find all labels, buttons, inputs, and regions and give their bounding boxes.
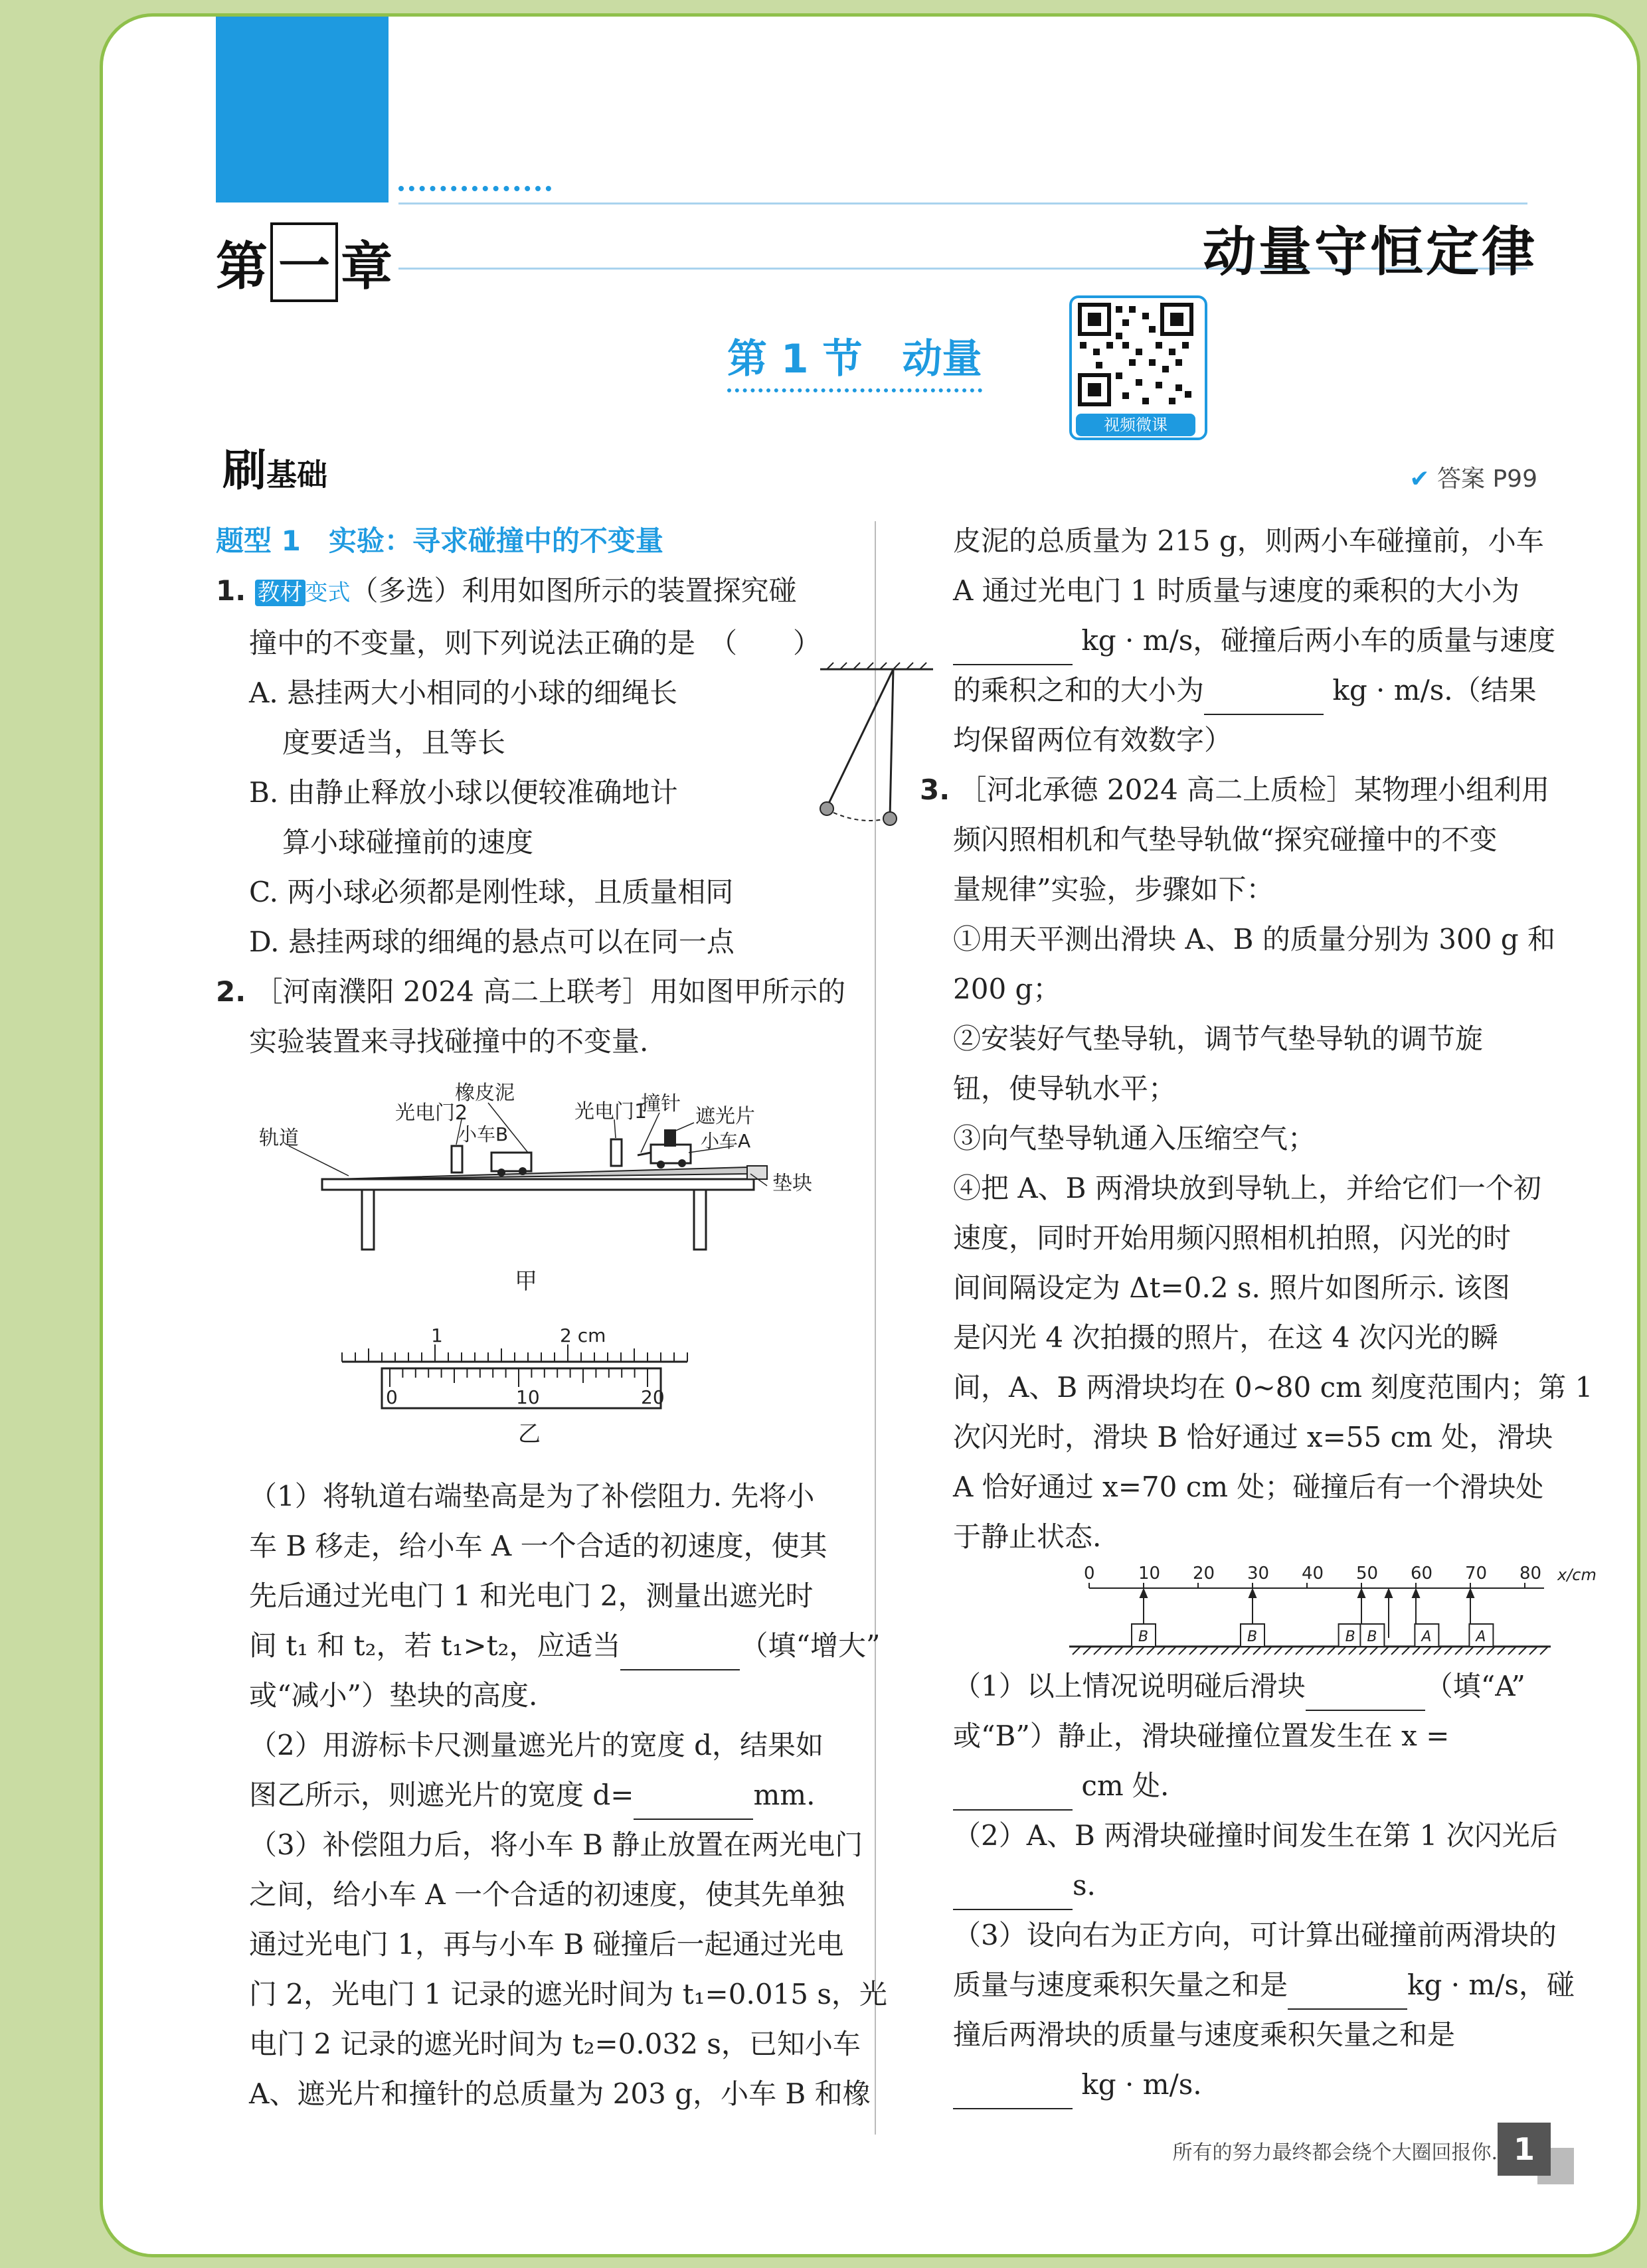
label-gate2: 光电门2 (395, 1101, 468, 1125)
ground-hatch (1274, 1647, 1282, 1655)
part-3-text: 之间，给小车 A 一个合适的初速度，使其先单独 (249, 1878, 845, 1911)
ground-hatch (1253, 1647, 1261, 1655)
label-track: 轨道 (259, 1127, 299, 1150)
tag-textbook: 教材 (255, 580, 305, 606)
part-3-text: 门 2，光电门 1 记录的遮光时间为 t₁=0.015 s，光 (249, 1978, 887, 2010)
axis-tick-label: 80 (1519, 1564, 1542, 1583)
decorative-dots (398, 186, 551, 191)
step-text: 是闪光 4 次拍摄的照片，在这 4 次闪光的瞬 (953, 1321, 1498, 1354)
slider-label: B (1367, 1629, 1377, 1645)
ground-hatch (1466, 1647, 1474, 1655)
qr-code-icon (1072, 298, 1199, 411)
arrow-head (1249, 1589, 1256, 1597)
part-1-text: 或“B”）静止，滑块碰撞位置发生在 x = (953, 1720, 1450, 1752)
question-text: 撞中的不变量，则下列说法正确的是 （ ） (249, 627, 822, 659)
part-2-text: （2）A、B 两滑块碰撞时间发生在第 1 次闪光后 (953, 1819, 1558, 1852)
ground-hatch (1296, 1647, 1304, 1655)
question-number: 2. (216, 975, 246, 1008)
option-b-cont: 算小球碰撞前的速度 (282, 826, 534, 858)
ground-hatch (1136, 1647, 1144, 1655)
badge-big: 刷 (222, 445, 266, 496)
continued-text: 均保留两位有效数字） (953, 724, 1233, 756)
ground-hatch (1168, 1647, 1176, 1655)
question-1 (216, 566, 946, 967)
ruler-label: 20 (641, 1386, 665, 1408)
ground-hatch (1200, 1647, 1208, 1655)
part-1-text: （填“A” (1425, 1670, 1525, 1702)
ground-hatch (1508, 1647, 1516, 1655)
answer-blank[interactable] (1288, 1982, 1407, 2010)
ground-hatch (1211, 1647, 1219, 1655)
part-2-text: mm. (753, 1779, 816, 1811)
part-3-text: A、遮光片和撞针的总质量为 203 g，小车 B 和橡 (249, 2077, 871, 2110)
step-text: 于静止状态. (953, 1520, 1102, 1553)
ground-hatch (1402, 1647, 1410, 1655)
chapter-title: 动量守恒定律 (1203, 221, 1537, 283)
ground-hatch (1115, 1647, 1123, 1655)
step-text: 间，A、B 两滑块均在 0~80 cm 刻度范围内；第 1 (953, 1371, 1593, 1404)
ground-hatch (1158, 1647, 1166, 1655)
ruler-label: 1 (431, 1325, 443, 1346)
slider-label: A (1421, 1629, 1432, 1645)
ground-hatch (1338, 1647, 1346, 1655)
ground-hatch (1370, 1647, 1378, 1655)
label-carB: 小车B (458, 1123, 509, 1145)
slider-label: B (1345, 1629, 1355, 1645)
part-1-text: 车 B 移走，给小车 A 一个合适的初速度，使其 (249, 1530, 827, 1562)
slider-label: A (1476, 1629, 1486, 1645)
answer-blank[interactable] (953, 2081, 1073, 2109)
continued-text: kg · m/s，碰撞后两小车的质量与速度 (1081, 624, 1556, 657)
slider-label: B (1138, 1629, 1149, 1645)
label-needle: 撞针 (641, 1092, 681, 1115)
axis-unit: x/cm (1557, 1566, 1597, 1584)
ground-hatch (1104, 1647, 1112, 1655)
ground-hatch (1126, 1647, 1134, 1655)
question-number: 1. (216, 574, 246, 607)
question-number: 3. (920, 773, 950, 806)
chapter-suffix: 章 (341, 237, 393, 297)
ground-hatch (1413, 1647, 1421, 1655)
ground-hatch (1359, 1647, 1367, 1655)
question-2 (216, 967, 946, 2119)
ground-hatch (1328, 1647, 1336, 1655)
part-3-text: kg · m/s，碰 (1407, 1969, 1575, 2001)
caption-yi: 乙 (518, 1421, 541, 1447)
axis-tick-label: 70 (1465, 1564, 1488, 1583)
continued-text: kg · m/s.（结果 (1332, 674, 1537, 706)
answer-blank[interactable] (953, 637, 1073, 665)
part-3-text: （3）补偿阻力后，将小车 B 静止放置在两光电门 (249, 1828, 863, 1861)
ground-hatch (1476, 1647, 1484, 1655)
part-3-text: （3）设向右为正方向，可计算出碰撞前两滑块的 (953, 1919, 1557, 1951)
label-rubber: 橡皮泥 (455, 1082, 515, 1105)
part-3-text: 质量与速度乘积矢量之和是 (953, 1969, 1288, 2001)
ground-hatch (1073, 1647, 1081, 1655)
ground-hatch (1264, 1647, 1272, 1655)
left-column (216, 516, 946, 2119)
ground-hatch (1243, 1647, 1251, 1655)
ground-hatch (1221, 1647, 1229, 1655)
axis-tick-label: 60 (1411, 1564, 1433, 1583)
ground-hatch (1232, 1647, 1240, 1655)
check-icon: ✔ (1409, 465, 1430, 493)
step-text: 次闪光时，滑块 B 恰好通过 x=55 cm 处，滑块 (953, 1421, 1553, 1453)
slider-label: B (1247, 1629, 1258, 1645)
ground-hatch (1349, 1647, 1357, 1655)
part-1-text: 或“减小”）垫块的高度. (249, 1679, 538, 1712)
qr-label: 视频微课 (1076, 414, 1195, 436)
question-text: 实验装置来寻找碰撞中的不变量. (249, 1025, 649, 1058)
axis-tick-label: 20 (1193, 1564, 1215, 1583)
axis-tick-label: 10 (1138, 1564, 1161, 1583)
continued-text: 的乘积之和的大小为 (953, 674, 1205, 706)
arrow-head (1140, 1589, 1147, 1597)
answer-blank[interactable] (953, 1783, 1073, 1811)
answer-blank[interactable] (634, 1792, 753, 1820)
ground-hatch (1179, 1647, 1187, 1655)
ground-hatch (1498, 1647, 1506, 1655)
ground-hatch (1317, 1647, 1325, 1655)
badge-small: 基础 (266, 457, 327, 493)
step-text: ②安装好气垫导轨，调节气垫导轨的调节旋 (953, 1022, 1484, 1055)
question-text: 量规律”实验，步骤如下： (953, 873, 1274, 906)
part-1-text: 间 t₁ 和 t₂，若 t₁>t₂，应适当 (249, 1629, 621, 1662)
page-number: 1 (1498, 2123, 1551, 2176)
question-text: ［河南濮阳 2024 高二上联考］用如图甲所示的 (254, 975, 846, 1008)
answer-reference (1409, 460, 1537, 494)
option-c: C. 两小球必须都是刚性球，且质量相同 (249, 876, 734, 908)
right-column (920, 516, 1624, 2109)
chapter-label (216, 222, 392, 302)
page (100, 13, 1640, 2257)
step-text: 钮，使导轨水平； (953, 1072, 1177, 1105)
part-3-text: 通过光电门 1，再与小车 B 碰撞后一起通过光电 (249, 1928, 844, 1961)
answer-blank[interactable] (1306, 1683, 1425, 1711)
arrow-head (1358, 1589, 1365, 1597)
option-d: D. 悬挂两球的细绳的悬点可以在同一点 (249, 926, 735, 958)
answer-ref-text: 答案 P99 (1437, 465, 1537, 493)
ruler-label: 10 (516, 1386, 540, 1408)
question-text: 频闪照相机和气垫导轨做“探究碰撞中的不变 (953, 823, 1498, 856)
part-2-text: （2）用游标卡尺测量遮光片的宽度 d，结果如 (249, 1729, 824, 1761)
answer-blank[interactable] (1204, 687, 1324, 715)
question-text: ［河北承德 2024 高二上质检］某物理小组利用 (958, 773, 1550, 806)
continued-text: A 通过光电门 1 时质量与速度的乘积的大小为 (953, 574, 1520, 607)
option-a: A. 悬挂两大小相同的小球的细绳长 (249, 677, 678, 709)
chapter-number: 一 (270, 222, 338, 302)
ground-hatch (1381, 1647, 1389, 1655)
axis-tick-label: 0 (1084, 1564, 1095, 1583)
option-a-cont: 度要适当，且等长 (282, 726, 506, 759)
part-3-text: 撞后两滑块的质量与速度乘积矢量之和是 (953, 2018, 1456, 2051)
part-2-text: s. (1073, 1869, 1096, 1902)
caption-jia: 甲 (515, 1268, 537, 1295)
part-1-text: 先后通过光电门 1 和光电门 2，测量出遮光时 (249, 1580, 814, 1612)
part-2-text: 图乙所示，则遮光片的宽度 d= (249, 1779, 634, 1811)
arrow-head (1413, 1589, 1419, 1597)
part-1-text: （填“增大” (740, 1629, 881, 1662)
ground-hatch (1147, 1647, 1155, 1655)
apparatus-figure (216, 1066, 946, 1471)
chapter-color-block (216, 17, 389, 202)
part-3-text: kg · m/s. (1081, 2068, 1202, 2101)
ground-hatch (1434, 1647, 1442, 1655)
ground-hatch (1285, 1647, 1293, 1655)
arrow-head (1467, 1589, 1474, 1597)
step-text: 200 g； (953, 973, 1061, 1005)
ruler-label: 0 (386, 1386, 398, 1408)
step-text: A 恰好通过 x=70 cm 处；碰撞后有一个滑块处 (953, 1471, 1544, 1503)
ground-hatch (1423, 1647, 1431, 1655)
label-shade: 遮光片 (695, 1105, 755, 1128)
ruler-label: 2 cm (560, 1325, 606, 1346)
axis-tick-label: 50 (1356, 1564, 1379, 1583)
arrow-head (1385, 1589, 1392, 1597)
step-text: 间间隔设定为 Δt=0.2 s. 照片如图所示. 该图 (953, 1271, 1510, 1304)
step-text: 速度，同时开始用频闪照相机拍照，闪光的时 (953, 1222, 1512, 1254)
section-title: 第 1 节 动量 (727, 327, 982, 392)
step-text: ①用天平测出滑块 A、B 的质量分别为 300 g 和 (953, 923, 1555, 955)
axis-tick-label: 40 (1302, 1564, 1324, 1583)
strobe-photo-figure (920, 1562, 1624, 1661)
section-badge (222, 435, 327, 498)
chapter-prefix: 第 (216, 237, 268, 297)
tag-variant: 变式 (305, 580, 351, 606)
answer-blank[interactable] (953, 1882, 1073, 1910)
option-b: B. 由静止释放小球以便较准确地计 (249, 776, 678, 809)
label-carA: 小车A (701, 1130, 751, 1152)
question-type-heading: 题型 1 实验：寻求碰撞中的不变量 (216, 525, 663, 557)
continued-text: 皮泥的总质量为 215 g，则两小车碰撞前，小车 (953, 525, 1544, 557)
ground-hatch (1529, 1647, 1537, 1655)
ground-hatch (1306, 1647, 1314, 1655)
label-pad: 垫块 (772, 1172, 812, 1195)
step-text: ④把 A、B 两滑块放到导轨上，并给它们一个初 (953, 1172, 1541, 1204)
ground-hatch (1189, 1647, 1197, 1655)
part-1-text: （1）将轨道右端垫高是为了补偿阻力. 先将小 (249, 1480, 815, 1512)
part-3-text: 电门 2 记录的遮光时间为 t₂=0.032 s，已知小车 (249, 2028, 861, 2060)
divider (398, 202, 1527, 204)
answer-blank[interactable] (620, 1643, 740, 1670)
label-gate1: 光电门1 (574, 1100, 648, 1123)
ground-hatch (1540, 1647, 1548, 1655)
ground-hatch (1487, 1647, 1495, 1655)
ground-hatch (1444, 1647, 1452, 1655)
part-1-text: cm 处. (1081, 1769, 1170, 1802)
step-text: ③向气垫导轨通入压缩空气； (953, 1122, 1316, 1155)
footer-motto: 所有的努力最终都会绕个大圈回报你. (1172, 2141, 1498, 2164)
ground-hatch (1083, 1647, 1091, 1655)
ground-hatch (1094, 1647, 1102, 1655)
ground-hatch (1455, 1647, 1463, 1655)
ground-hatch (1391, 1647, 1399, 1655)
part-1-text: （1）以上情况说明碰后滑块 (953, 1670, 1306, 1702)
question-3 (920, 765, 1624, 2109)
question-text: （多选）利用如图所示的装置探究碰 (350, 574, 797, 607)
axis-tick-label: 30 (1247, 1564, 1270, 1583)
ground-hatch (1519, 1647, 1527, 1655)
